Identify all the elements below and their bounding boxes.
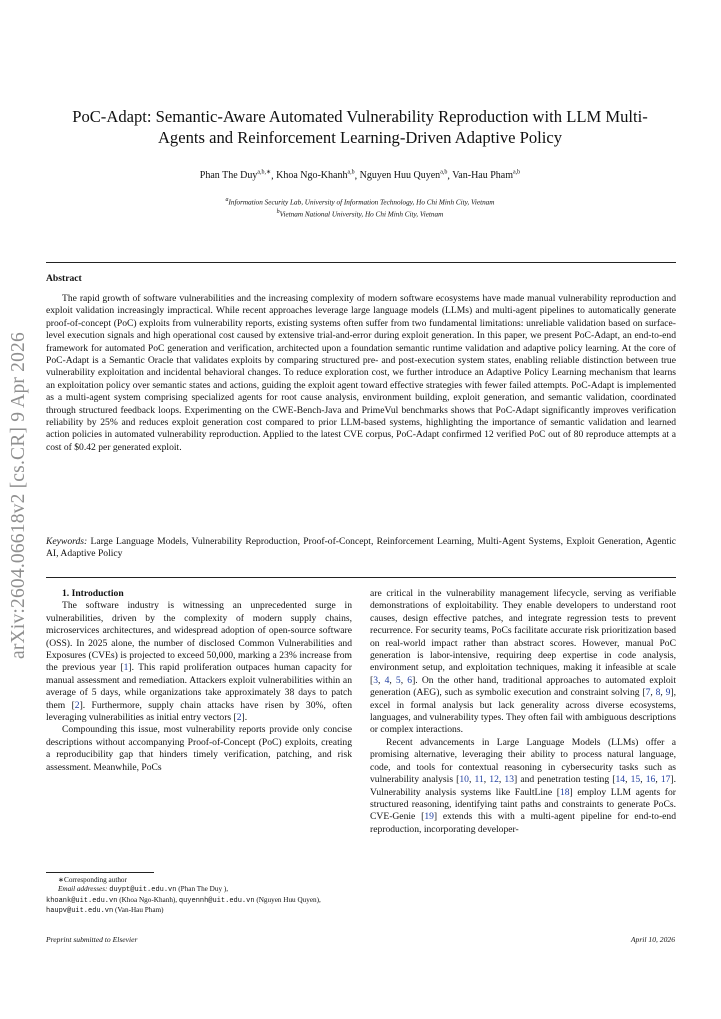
author: Nguyen Huu Quyen$^{a,b}$ — [359, 170, 448, 182]
affiliations — [60, 195, 660, 220]
right-column — [370, 588, 676, 836]
citation-link[interactable]: 4 — [384, 674, 390, 686]
author: Khoa Ngo-Khanh$^{a,b}$ — [276, 170, 355, 182]
citation-link[interactable]: 19 — [424, 811, 434, 823]
citation-link[interactable]: 5 — [395, 674, 401, 686]
footer-preprint: Preprint submitted to Elsevier — [46, 935, 138, 944]
citation-link[interactable]: 2 — [74, 699, 80, 711]
author: Phan The Duy$^{a,b,∗}$ — [199, 170, 272, 182]
citation-link[interactable]: 1 — [123, 662, 129, 674]
email-link[interactable]: duypt@uit.edu.vn — [109, 886, 177, 895]
abstract-bottom-divider — [46, 577, 676, 578]
citation-link[interactable]: 12 — [489, 774, 499, 786]
citation-link[interactable]: 8 — [655, 687, 661, 699]
citation-link[interactable]: 11 — [474, 774, 484, 786]
citation-link[interactable]: 7 — [645, 687, 651, 699]
email-owner: (Khoa Ngo-Khanh), — [119, 895, 178, 904]
top-divider — [46, 262, 676, 263]
email-owner: (Van-Hau Pham) — [115, 906, 164, 915]
email-link[interactable]: khoank@uit.edu.vn — [46, 896, 118, 905]
paragraph: Compounding this issue, most vulnerability reports provide only concise descriptions without accompanying Proof-of-Concept (PoC) exploits, creating a reproducibility gap that hinders timely verification, patching, and risk assessment. Meanwhile, PoCs — [46, 724, 352, 773]
citation-link[interactable]: 3 — [373, 674, 378, 686]
keywords — [46, 536, 676, 561]
email-link[interactable]: quyennh@uit.edu.vn — [178, 896, 255, 905]
keywords-label: Keywords: — [46, 536, 88, 547]
email-label: Email addresses: — [58, 885, 108, 894]
author-list: Phan The Duy$^{a,b,∗}$, Khoa Ngo-Khanh$^{a,b}$, Nguyen Huu Quyen$^{a,b}$, Van-Hau Pham$^{a,b}$ — [199, 170, 521, 182]
citation-link[interactable]: 15 — [630, 774, 641, 786]
email-link[interactable]: haupv@uit.edu.vn — [46, 907, 114, 916]
citation-link[interactable]: 14 — [615, 774, 626, 786]
email-owner: (Phan The Duy ), — [178, 885, 229, 894]
corresponding-note: ∗Corresponding author — [58, 876, 127, 884]
left-column — [46, 588, 352, 774]
paper-title: PoC-Adapt: Semantic-Aware Automated Vulnerability Reproduction with LLM Multi-Agents and Reinforcement Learning-Driven Adaptive Policy — [72, 107, 648, 147]
paragraph: Recent advancements in Large Language Models (LLMs) offer a promising alternative, leveraging their ability to process natural language, code, and tools for contextual reasoning in cybersecurity tasks such as vulnerability analysis [10, 11, 12, 13] and penetration testing [14, 15, 16, 17]. Vulnerability analysis systems like FaultLine [18] employ LLM agents for structured reasoning, identifying taint paths and constraints to generate PoCs. CVE-Genie [19] extends this with a multi-agent pipeline for end-to-end reproduction, incorporating developer- — [370, 736, 677, 835]
citation-link[interactable]: 2 — [236, 712, 242, 724]
email-owner: (Nguyen Huu Quyen), — [256, 895, 321, 904]
keywords-text: Large Language Models, Vulnerability Reproduction, Proof-of-Concept, Reinforcement Learning, Multi-Agent Systems, Exploit Generation, Agentic AI, Adaptive Policy — [46, 536, 676, 560]
arxiv-stamp[interactable]: arXiv:2604.06618v2 [cs.CR] 9 Apr 2026 — [8, 332, 29, 660]
paragraph: The software industry is witnessing an unprecedented surge in vulnerabilities, driven by the complexity of modern supply chains, microservices architectures, and widespread adoption of open-source software (OSS). In 2025 alone, the number of disclosed Common Vulnerabilities and Exposures (CVEs) is projected to exceed 50,000, marking a 23% increase from the previous year [1]. This rapid proliferation outpaces human capacity for manual assessment and remediation. Attackers exploit vulnerabilities within an average of 5 days, while organizations take approximately 38 days to patch them [2]. Furthermore, supply chain attacks have risen by 30%, often leveraging vulnerabilities as initial entry vectors [2]. — [46, 600, 352, 724]
citation-link[interactable]: 9 — [665, 687, 671, 699]
author: Van-Hau Pham$^{a,b}$ — [452, 170, 521, 182]
citation-link[interactable]: 13 — [504, 774, 514, 786]
footnote-divider — [46, 872, 154, 873]
citation-link[interactable]: 17 — [660, 774, 671, 786]
footer-date: April 10, 2026 — [630, 935, 675, 944]
abstract-text: The rapid growth of software vulnerabilities and the increasing complexity of modern software ecosystems have made manual vulnerability reproduction and exploit validation increasingly impractical. While recent approaches leverage large language models (LLMs) and multi-agent pipelines to automatically generate proof-of-concept (PoC) exploits from vulnerability reports, existing systems often suffer from two fundamental limitations: unreliable validation based on surface-level execution signals and high operational cost caused by extensive trial-and-error during exploit generation. In this paper, we present PoC-Adapt, an end-to-end framework for automated PoC generation and verification, architected upon a foundation semantic runtime validation and adaptive policy learning. At the core of PoC-Adapt is a Semantic Oracle that validates exploits by comparing structured pre- and post-execution system states, enabling reliable distinction between true vulnerability exploitation and incidental behavioral changes. To reduce exploration cost, we further introduce an Adaptive Policy Learning mechanism that learns an exploitation policy over semantic states and actions, guiding the exploit agent toward effective strategies with fewer failed attempts. PoC-Adapt is implemented as a multi-agent system comprising specialized agents for root cause analysis, environment building, exploit generation, and semantic validation, coordinated through structured feedback loops. Experimenting on the CWE-Bench-Java and PrimeVul benchmarks shows that PoC-Adapt significantly improves verification reliability by 25% and reduces exploit generation cost compared to prior LLM-based systems, highlighting the importance of semantic validation and learned action policies in automated vulnerability reproduction. Applied to the latest CVE corpus, PoC-Adapt confirmed 12 verified PoC out of 80 reproduce attempts at a cost of $0.42 per generated exploit. — [46, 293, 676, 453]
paragraph: are critical in the vulnerability management lifecycle, serving as verifiable demonstrations of exploitability. They enable developers to understand root causes, design effective patches, and integrate regression tests to prevent recurrence. For security teams, PoCs facilitate accurate risk prioritization based on real-world impact rather than abstract scores. However, manual PoC generation is labor-intensive, requiring deep expertise in code analysis, environment setup, and exploitation techniques, making it infeasible at scale [3, 4, 5, 6]. On the other hand, traditional approaches to automated exploit generation (AEG), such as symbolic execution and constraint solving [7, 8, 9], excel in formal analysis but lack generality across diverse ecosystems, languages, and vulnerability types. They often fail with ambiguous descriptions or complex interactions. — [370, 588, 677, 736]
citation-link[interactable]: 6 — [407, 674, 413, 686]
affiliation: $^a$Information Security Lab, University of Information Technology, Ho Chi Minh City, Vietnam — [225, 197, 495, 207]
footnote — [46, 876, 352, 917]
citation-link[interactable]: 18 — [559, 786, 570, 798]
section-heading: 1. Introduction — [62, 588, 124, 599]
citation-link[interactable]: 10 — [459, 774, 469, 786]
citation-link[interactable]: 16 — [645, 774, 656, 786]
abstract-heading: Abstract — [46, 273, 82, 284]
affiliation: $^b$Vietnam National University, Ho Chi Minh City, Vietnam — [276, 209, 444, 219]
